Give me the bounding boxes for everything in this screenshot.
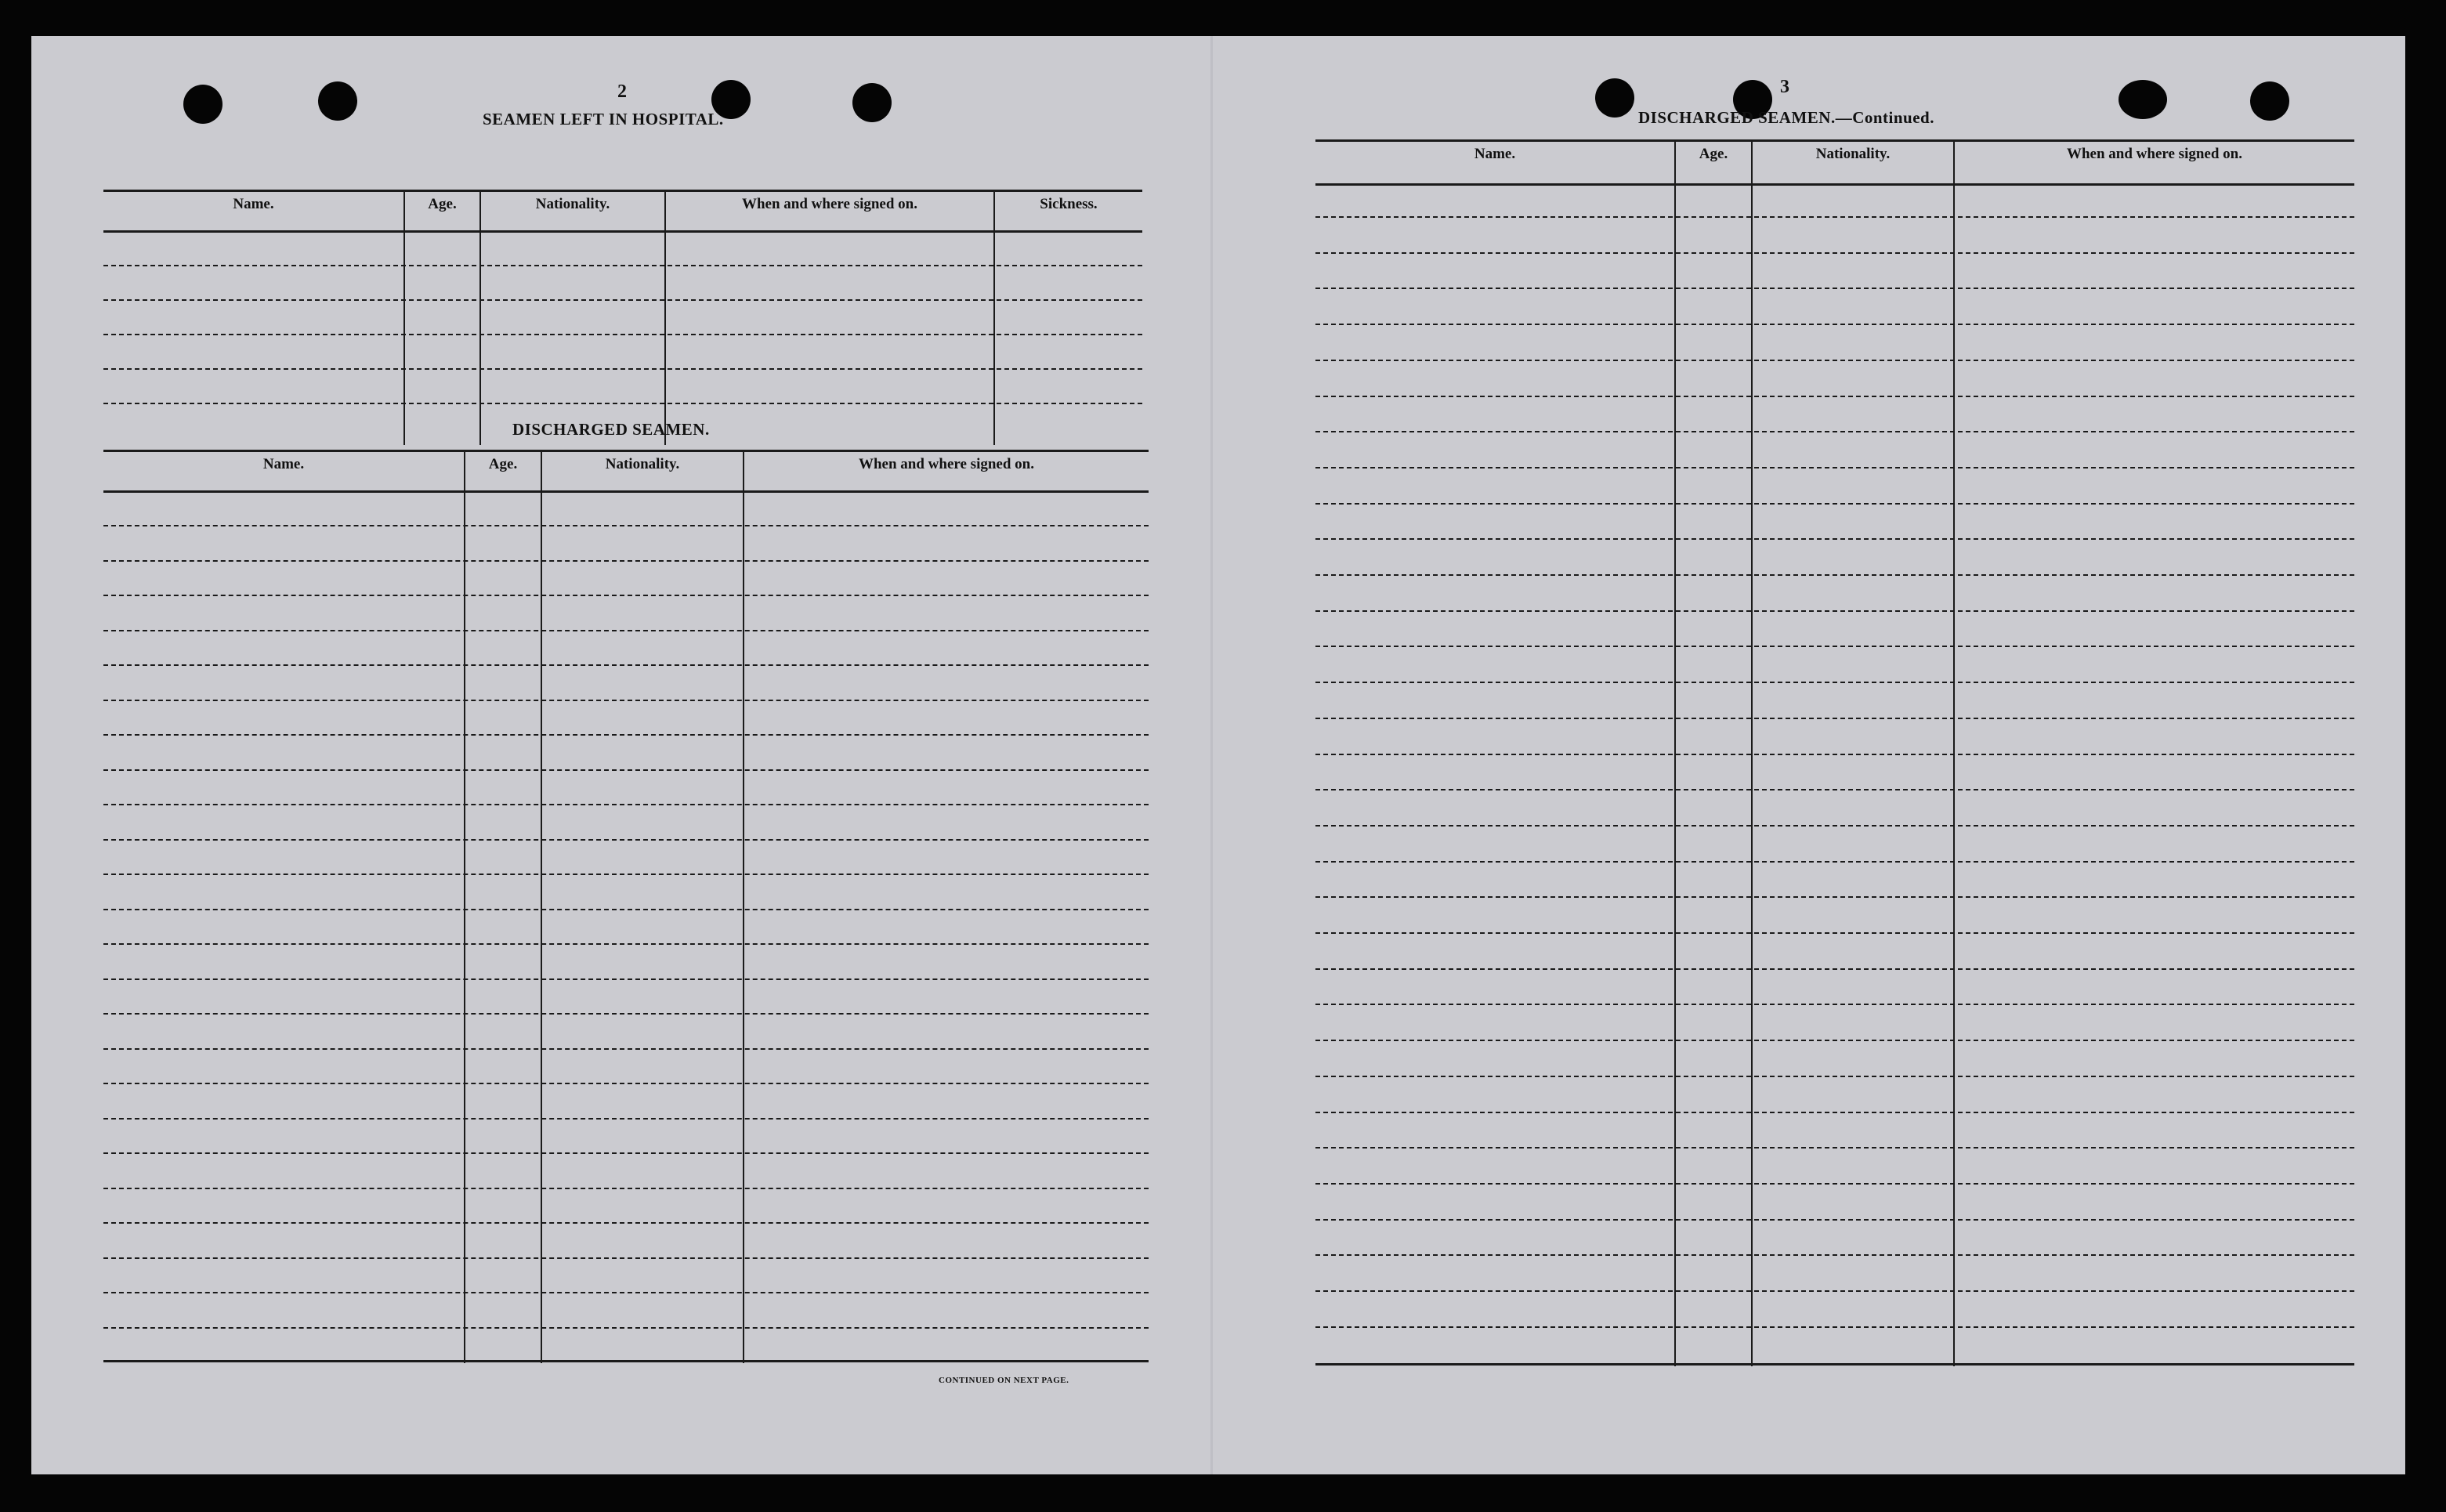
entry-line[interactable] [103, 978, 1149, 980]
entry-line[interactable] [103, 804, 1149, 805]
table-header-rule [103, 490, 1149, 493]
column-header-signed-on: When and where signed on. [2066, 146, 2242, 162]
column-divider [403, 190, 405, 445]
column-header-age: Age. [1699, 146, 1728, 162]
discharged-continued-section-title: DISCHARGED SEAMEN.—Continued. [1638, 108, 1934, 127]
entry-line[interactable] [103, 1013, 1149, 1015]
entry-line[interactable] [103, 734, 1149, 736]
entry-line[interactable] [103, 1327, 1149, 1329]
column-divider [664, 190, 666, 445]
column-header-name: Name. [262, 456, 305, 472]
entry-line[interactable] [1315, 682, 2354, 683]
column-header-nationality: Nationality. [535, 196, 610, 212]
table-top-rule [1315, 139, 2354, 142]
entry-line[interactable] [103, 943, 1149, 945]
entry-line[interactable] [103, 1152, 1149, 1154]
entry-line[interactable] [103, 525, 1149, 526]
entry-line[interactable] [103, 630, 1149, 631]
entry-line[interactable] [1315, 431, 2354, 432]
entry-line[interactable] [1315, 825, 2354, 827]
table-bottom-rule [1315, 1363, 2354, 1366]
entry-line[interactable] [1315, 360, 2354, 361]
table-header-rule [103, 230, 1142, 233]
entry-line[interactable] [103, 1118, 1149, 1120]
left-page [31, 36, 1210, 1474]
entry-line[interactable] [103, 909, 1149, 910]
column-header-signed-on: When and where signed on. [741, 196, 917, 212]
column-header-nationality: Nationality. [1815, 146, 1891, 162]
entry-line[interactable] [1315, 754, 2354, 755]
table-top-rule [103, 190, 1142, 192]
entry-line[interactable] [1315, 1254, 2354, 1256]
entry-line[interactable] [103, 874, 1149, 875]
entry-line[interactable] [103, 1257, 1149, 1259]
column-divider [541, 450, 542, 1363]
entry-line[interactable] [1315, 1290, 2354, 1292]
entry-line[interactable] [1315, 396, 2354, 397]
entry-line[interactable] [103, 700, 1149, 701]
entry-line[interactable] [1315, 288, 2354, 289]
entry-line[interactable] [1315, 216, 2354, 218]
page-number: 3 [1780, 77, 1789, 97]
entry-line[interactable] [1315, 324, 2354, 325]
entry-line[interactable] [1315, 574, 2354, 576]
entry-line[interactable] [1315, 252, 2354, 254]
entry-line[interactable] [1315, 968, 2354, 970]
entry-line[interactable] [103, 560, 1149, 562]
entry-line[interactable] [103, 1292, 1149, 1293]
table-top-rule [103, 450, 1149, 452]
entry-line[interactable] [1315, 1219, 2354, 1221]
entry-line[interactable] [1315, 1076, 2354, 1077]
entry-line[interactable] [1315, 1112, 2354, 1113]
column-header-sickness: Sickness. [1040, 196, 1098, 212]
column-header-age: Age. [488, 456, 518, 472]
entry-line[interactable] [1315, 1183, 2354, 1185]
form-sheet [31, 36, 2405, 1474]
entry-line[interactable] [1315, 1147, 2354, 1148]
column-header-signed-on: When and where signed on. [858, 456, 1034, 472]
discharged-table [103, 450, 1149, 1363]
entry-line[interactable] [103, 299, 1142, 301]
discharged-continued-table [1315, 139, 2354, 1366]
entry-line[interactable] [103, 1188, 1149, 1189]
column-divider [743, 450, 744, 1363]
entry-line[interactable] [1315, 789, 2354, 790]
entry-line[interactable] [103, 403, 1142, 404]
entry-line[interactable] [103, 334, 1142, 335]
continued-note: CONTINUED ON NEXT PAGE. [939, 1376, 1069, 1385]
entry-line[interactable] [1315, 610, 2354, 612]
entry-line[interactable] [1315, 467, 2354, 468]
entry-line[interactable] [103, 664, 1149, 666]
column-divider [479, 190, 481, 445]
column-header-name: Name. [233, 196, 274, 212]
entry-line[interactable] [1315, 718, 2354, 719]
entry-line[interactable] [103, 1083, 1149, 1084]
entry-line[interactable] [103, 595, 1149, 596]
entry-line[interactable] [1315, 1040, 2354, 1041]
entry-line[interactable] [103, 1048, 1149, 1050]
table-bottom-rule [103, 1360, 1149, 1362]
column-header-age: Age. [428, 196, 457, 212]
entry-line[interactable] [103, 368, 1142, 370]
hospital-section-title: SEAMEN LEFT IN HOSPITAL. [483, 110, 724, 128]
entry-line[interactable] [1315, 896, 2354, 898]
entry-line[interactable] [1315, 646, 2354, 647]
entry-line[interactable] [1315, 538, 2354, 540]
discharged-section-title: DISCHARGED SEAMEN. [512, 420, 710, 439]
entry-line[interactable] [103, 1222, 1149, 1224]
right-page [1210, 36, 2405, 1474]
table-header-rule [1315, 183, 2354, 186]
column-header-name: Name. [1474, 146, 1516, 162]
entry-line[interactable] [103, 839, 1149, 841]
entry-line[interactable] [1315, 932, 2354, 934]
entry-line[interactable] [103, 769, 1149, 771]
entry-line[interactable] [1315, 1004, 2354, 1005]
hospital-table [103, 190, 1142, 445]
entry-line[interactable] [1315, 861, 2354, 863]
column-header-nationality: Nationality. [605, 456, 680, 472]
entry-line[interactable] [1315, 503, 2354, 505]
column-divider [993, 190, 995, 445]
page-number: 2 [617, 81, 627, 102]
column-divider [464, 450, 465, 1363]
entry-line[interactable] [1315, 1326, 2354, 1328]
entry-line[interactable] [103, 265, 1142, 266]
